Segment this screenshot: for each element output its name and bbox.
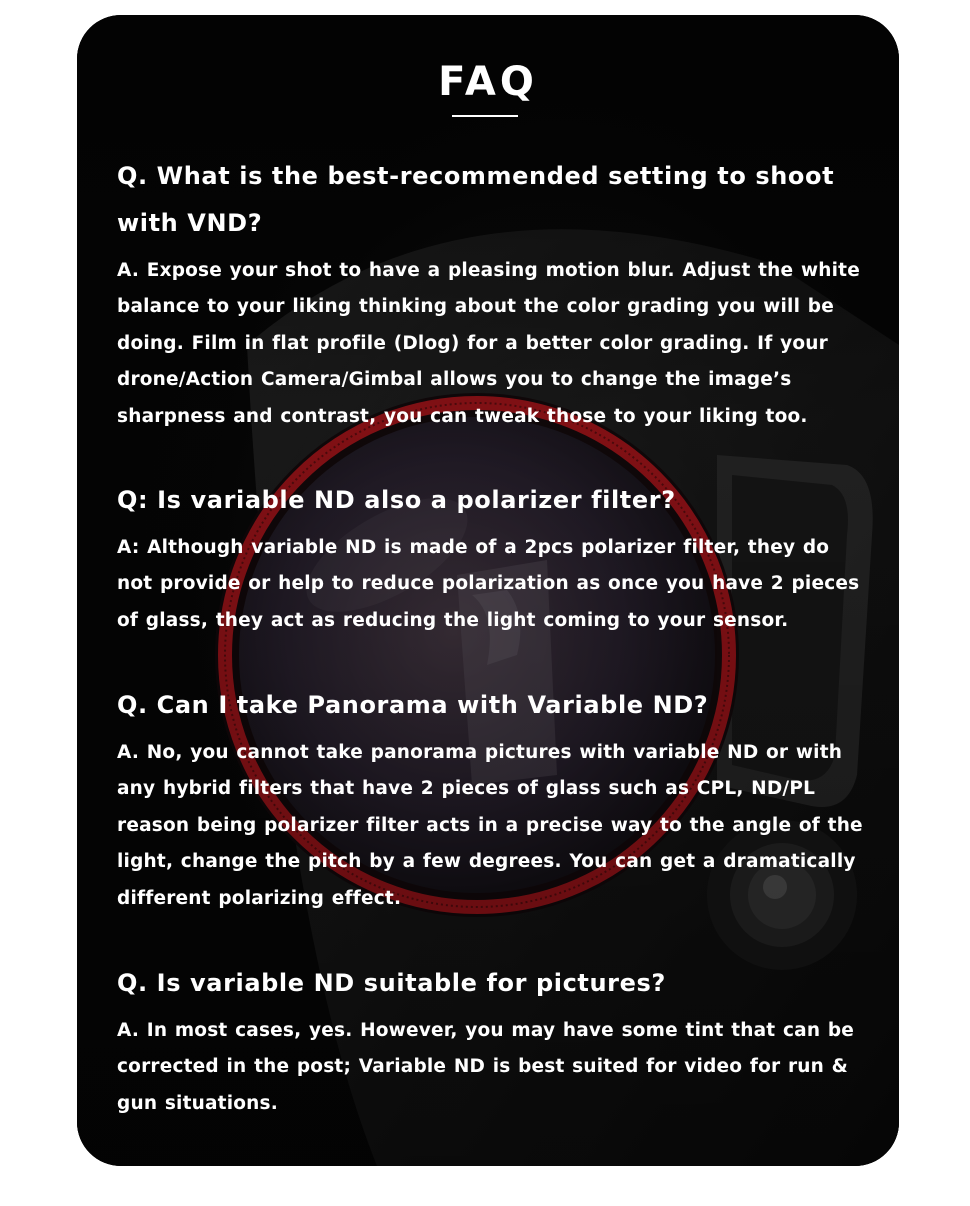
faq-question: Q. Can I take Panorama with Variable ND? bbox=[117, 691, 709, 719]
answer-line: corrected in the post; Variable ND is best suited for video for run & bbox=[117, 1056, 849, 1078]
faq-item-3 bbox=[117, 682, 877, 917]
answer-line: of glass, they act as reducing the light coming to your sensor. bbox=[117, 609, 789, 631]
faq-content bbox=[77, 15, 899, 1166]
faq-answer bbox=[117, 253, 877, 435]
answer-line: sharpness and contrast, you can tweak those to your liking too. bbox=[117, 405, 808, 427]
faq-card bbox=[77, 15, 899, 1166]
answer-line: reason being polarizer filter acts in a precise way to the angle of the bbox=[117, 814, 863, 836]
faq-answer bbox=[117, 735, 877, 917]
answer-line: different polarizing effect. bbox=[117, 887, 402, 909]
faq-answer bbox=[117, 1013, 877, 1122]
answer-line: gun situations. bbox=[117, 1092, 278, 1114]
answer-line: doing. Film in flat profile (Dlog) for a better color grading. If your bbox=[117, 332, 828, 354]
answer-line: A. In most cases, yes. However, you may have some tint that can be bbox=[117, 1020, 855, 1041]
faq-item-1 bbox=[117, 153, 877, 435]
answer-line: A: Although variable ND is made of a 2pcs polarizer filter, they do bbox=[117, 537, 830, 558]
answer-line: any hybrid filters that have 2 pieces of glass such as CPL, ND/PL bbox=[117, 778, 816, 800]
answer-line: A. No, you cannot take panorama pictures with variable ND or with bbox=[117, 742, 843, 763]
answer-line: not provide or help to reduce polarization as once you have 2 pieces bbox=[117, 573, 860, 595]
faq-question: Q. Is variable ND suitable for pictures? bbox=[117, 969, 666, 997]
faq-question: Q: Is variable ND also a polarizer filter? bbox=[117, 486, 676, 514]
answer-line: A. Expose your shot to have a pleasing motion blur. Adjust the white bbox=[117, 260, 860, 281]
faq-answer bbox=[117, 530, 877, 639]
faq-question: Q. What is the best-recommended setting to shoot with VND? bbox=[117, 162, 835, 237]
answer-line: drone/Action Camera/Gimbal allows you to change the image’s bbox=[117, 369, 792, 391]
page-title: FAQ bbox=[438, 59, 538, 105]
faq-item-4 bbox=[117, 960, 877, 1122]
answer-line: light, change the pitch by a few degrees. You can get a dramatically bbox=[117, 851, 856, 873]
faq-item-2 bbox=[117, 477, 877, 639]
answer-line: balance to your liking thinking about the color grading you will be bbox=[117, 296, 834, 318]
title-underline bbox=[452, 115, 518, 117]
